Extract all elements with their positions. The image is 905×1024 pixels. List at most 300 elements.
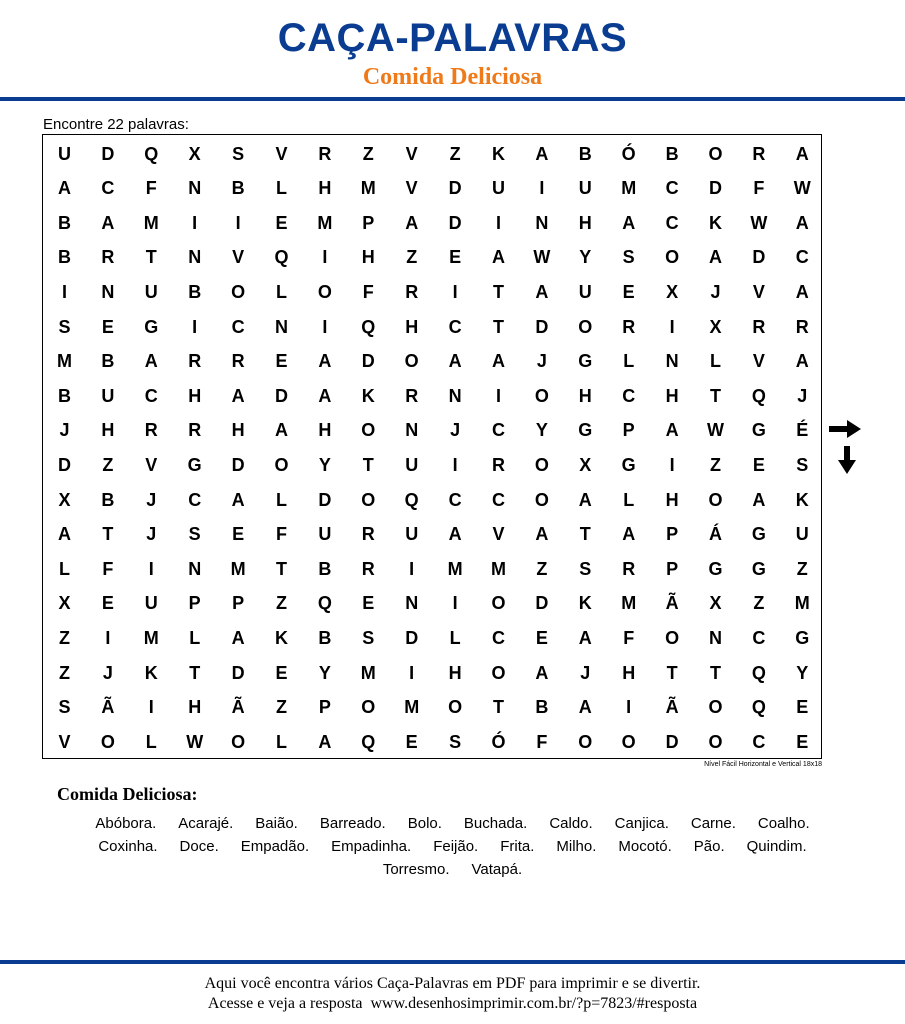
grid-letter[interactable]: Z bbox=[796, 558, 808, 579]
grid-letter[interactable]: I bbox=[192, 316, 198, 337]
grid-letter[interactable]: A bbox=[318, 731, 332, 752]
grid-letter[interactable]: B bbox=[318, 627, 332, 648]
grid-letter[interactable]: R bbox=[622, 558, 636, 579]
grid-letter[interactable]: O bbox=[578, 316, 593, 337]
grid-letter[interactable]: Q bbox=[144, 143, 159, 164]
grid-letter[interactable]: B bbox=[188, 281, 202, 302]
grid-letter[interactable]: D bbox=[405, 627, 419, 648]
grid-letter[interactable]: Z bbox=[59, 662, 70, 683]
grid-letter[interactable]: Q bbox=[751, 697, 766, 718]
grid-letter[interactable]: T bbox=[493, 281, 504, 302]
grid-letter[interactable]: W bbox=[533, 247, 551, 268]
grid-letter[interactable]: D bbox=[231, 662, 245, 683]
grid-letter[interactable]: E bbox=[752, 454, 765, 475]
grid-letter[interactable]: S bbox=[232, 143, 245, 164]
grid-letter[interactable]: J bbox=[710, 281, 721, 302]
grid-letter[interactable]: I bbox=[626, 697, 632, 718]
grid-letter[interactable]: T bbox=[276, 558, 287, 579]
grid-letter[interactable]: T bbox=[189, 662, 201, 683]
grid-letter[interactable]: B bbox=[58, 385, 71, 406]
grid-letter[interactable]: Z bbox=[276, 593, 287, 614]
grid-letter[interactable]: I bbox=[452, 593, 458, 614]
grid-letter[interactable]: A bbox=[795, 281, 809, 302]
grid-letter[interactable]: É bbox=[796, 420, 809, 441]
grid-letter[interactable]: Q bbox=[751, 662, 766, 683]
grid-letter[interactable]: I bbox=[669, 454, 675, 475]
grid-letter[interactable]: K bbox=[578, 593, 592, 614]
grid-letter[interactable]: M bbox=[360, 178, 376, 199]
grid-letter[interactable]: I bbox=[105, 627, 111, 648]
grid-letter[interactable]: V bbox=[275, 143, 288, 164]
grid-letter[interactable]: A bbox=[535, 662, 549, 683]
grid-letter[interactable]: C bbox=[101, 178, 115, 199]
grid-letter[interactable]: X bbox=[58, 593, 71, 614]
grid-letter[interactable]: X bbox=[579, 454, 592, 475]
grid-letter[interactable]: J bbox=[580, 662, 591, 683]
grid-letter[interactable]: T bbox=[710, 662, 721, 683]
grid-letter[interactable]: O bbox=[404, 351, 419, 372]
grid-letter[interactable]: H bbox=[622, 662, 636, 683]
grid-letter[interactable]: J bbox=[102, 662, 113, 683]
grid-letter[interactable]: D bbox=[318, 489, 332, 510]
grid-letter[interactable]: R bbox=[231, 351, 245, 372]
grid-letter[interactable]: R bbox=[144, 420, 158, 441]
grid-letter[interactable]: M bbox=[794, 593, 810, 614]
grid-letter[interactable]: R bbox=[188, 351, 202, 372]
grid-letter[interactable]: A bbox=[795, 143, 809, 164]
grid-letter[interactable]: E bbox=[622, 281, 635, 302]
grid-letter[interactable]: O bbox=[231, 731, 246, 752]
grid-letter[interactable]: V bbox=[752, 351, 765, 372]
grid-letter[interactable]: P bbox=[188, 593, 201, 614]
grid-letter[interactable]: C bbox=[492, 489, 505, 510]
grid-letter[interactable]: C bbox=[752, 627, 766, 648]
grid-letter[interactable]: O bbox=[578, 731, 593, 752]
grid-letter[interactable]: Z bbox=[406, 247, 418, 268]
grid-letter[interactable]: O bbox=[317, 281, 332, 302]
grid-letter[interactable]: Ã bbox=[231, 697, 245, 718]
grid-letter[interactable]: Ó bbox=[491, 731, 506, 752]
grid-letter[interactable]: R bbox=[361, 558, 375, 579]
grid-letter[interactable]: O bbox=[534, 454, 549, 475]
grid-letter[interactable]: T bbox=[666, 662, 678, 683]
grid-letter[interactable]: H bbox=[318, 420, 332, 441]
grid-letter[interactable]: M bbox=[57, 351, 72, 372]
grid-letter[interactable]: M bbox=[360, 662, 376, 683]
grid-letter[interactable]: A bbox=[535, 281, 549, 302]
grid-letter[interactable]: I bbox=[235, 212, 241, 233]
grid-letter[interactable]: U bbox=[101, 385, 115, 406]
grid-letter[interactable]: H bbox=[405, 316, 419, 337]
grid-letter[interactable]: Z bbox=[102, 454, 114, 475]
grid-letter[interactable]: T bbox=[145, 247, 157, 268]
grid-letter[interactable]: J bbox=[536, 351, 547, 372]
grid-letter[interactable]: D bbox=[275, 385, 288, 406]
grid-letter[interactable]: U bbox=[405, 454, 419, 475]
grid-letter[interactable]: N bbox=[275, 316, 288, 337]
grid-letter[interactable]: G bbox=[187, 454, 202, 475]
grid-letter[interactable]: R bbox=[101, 247, 115, 268]
grid-letter[interactable]: D bbox=[535, 593, 549, 614]
grid-letter[interactable]: Z bbox=[276, 697, 287, 718]
grid-letter[interactable]: V bbox=[232, 247, 245, 268]
grid-letter[interactable]: Y bbox=[796, 662, 809, 683]
grid-letter[interactable]: L bbox=[449, 627, 461, 648]
grid-letter[interactable]: A bbox=[752, 489, 766, 510]
grid-letter[interactable]: Q bbox=[404, 489, 419, 510]
grid-letter[interactable]: K bbox=[275, 627, 288, 648]
grid-letter[interactable]: K bbox=[795, 489, 809, 510]
grid-letter[interactable]: W bbox=[707, 420, 724, 441]
grid-letter[interactable]: I bbox=[409, 558, 415, 579]
grid-letter[interactable]: I bbox=[539, 178, 545, 199]
grid-letter[interactable]: A bbox=[622, 524, 636, 545]
grid-letter[interactable]: D bbox=[231, 454, 245, 475]
grid-letter[interactable]: R bbox=[752, 316, 766, 337]
grid-letter[interactable]: V bbox=[405, 178, 418, 199]
grid-letter[interactable]: O bbox=[491, 662, 506, 683]
grid-letter[interactable]: J bbox=[146, 489, 157, 510]
grid-letter[interactable]: R bbox=[361, 524, 375, 545]
grid-letter[interactable]: E bbox=[796, 731, 809, 752]
grid-letter[interactable]: C bbox=[752, 731, 766, 752]
grid-letter[interactable]: E bbox=[362, 593, 375, 614]
grid-letter[interactable]: O bbox=[708, 697, 723, 718]
grid-letter[interactable]: X bbox=[709, 316, 722, 337]
grid-letter[interactable]: H bbox=[188, 385, 202, 406]
grid-letter[interactable]: J bbox=[59, 420, 70, 441]
grid-letter[interactable]: N bbox=[709, 627, 722, 648]
grid-letter[interactable]: R bbox=[405, 385, 419, 406]
grid-letter[interactable]: O bbox=[274, 454, 289, 475]
grid-letter[interactable]: I bbox=[148, 697, 154, 718]
grid-letter[interactable]: S bbox=[622, 247, 635, 268]
grid-letter[interactable]: O bbox=[231, 281, 246, 302]
grid-letter[interactable]: G bbox=[578, 351, 593, 372]
grid-letter[interactable]: V bbox=[752, 281, 765, 302]
grid-letter[interactable]: N bbox=[188, 558, 202, 579]
grid-letter[interactable]: E bbox=[275, 351, 288, 372]
grid-letter[interactable]: Z bbox=[753, 593, 765, 614]
grid-letter[interactable]: D bbox=[448, 178, 462, 199]
grid-letter[interactable]: H bbox=[361, 247, 375, 268]
grid-letter[interactable]: F bbox=[536, 731, 548, 752]
grid-letter[interactable]: D bbox=[448, 212, 462, 233]
grid-letter[interactable]: B bbox=[578, 143, 592, 164]
grid-letter[interactable]: I bbox=[452, 281, 458, 302]
grid-letter[interactable]: V bbox=[492, 524, 505, 545]
grid-letter[interactable]: M bbox=[143, 627, 159, 648]
grid-letter[interactable]: F bbox=[362, 281, 374, 302]
grid-letter[interactable]: O bbox=[491, 593, 506, 614]
grid-letter[interactable]: T bbox=[362, 454, 374, 475]
grid-letter[interactable]: P bbox=[666, 524, 679, 545]
grid-letter[interactable]: W bbox=[750, 212, 768, 233]
grid-letter[interactable]: A bbox=[665, 420, 679, 441]
grid-letter[interactable]: G bbox=[708, 558, 723, 579]
grid-letter[interactable]: Z bbox=[362, 143, 374, 164]
grid-letter[interactable]: H bbox=[448, 662, 462, 683]
grid-letter[interactable]: I bbox=[61, 281, 67, 302]
grid-letter[interactable]: E bbox=[275, 212, 288, 233]
grid-letter[interactable]: E bbox=[232, 524, 245, 545]
grid-letter[interactable]: V bbox=[58, 731, 71, 752]
grid-letter[interactable]: U bbox=[578, 178, 592, 199]
grid-letter[interactable]: A bbox=[231, 627, 245, 648]
grid-letter[interactable]: C bbox=[144, 385, 158, 406]
grid-letter[interactable]: L bbox=[623, 351, 635, 372]
grid-letter[interactable]: C bbox=[492, 627, 505, 648]
grid-letter[interactable]: N bbox=[188, 178, 202, 199]
grid-letter[interactable]: E bbox=[535, 627, 548, 648]
grid-letter[interactable]: Y bbox=[318, 454, 331, 475]
grid-letter[interactable]: Z bbox=[710, 454, 721, 475]
grid-letter[interactable]: L bbox=[276, 731, 287, 752]
grid-letter[interactable]: R bbox=[492, 454, 505, 475]
grid-letter[interactable]: E bbox=[796, 697, 809, 718]
grid-letter[interactable]: O bbox=[621, 731, 636, 752]
grid-letter[interactable]: P bbox=[318, 697, 331, 718]
grid-letter[interactable]: C bbox=[188, 489, 202, 510]
grid-letter[interactable]: A bbox=[492, 351, 505, 372]
grid-letter[interactable]: L bbox=[276, 281, 287, 302]
grid-letter[interactable]: A bbox=[535, 524, 549, 545]
grid-letter[interactable]: R bbox=[318, 143, 332, 164]
grid-letter[interactable]: F bbox=[623, 627, 635, 648]
grid-letter[interactable]: P bbox=[666, 558, 679, 579]
grid-letter[interactable]: O bbox=[448, 697, 463, 718]
grid-letter[interactable]: R bbox=[188, 420, 202, 441]
grid-letter[interactable]: L bbox=[623, 489, 635, 510]
grid-letter[interactable]: I bbox=[452, 454, 458, 475]
grid-letter[interactable]: M bbox=[404, 697, 420, 718]
grid-letter[interactable]: L bbox=[145, 731, 157, 752]
grid-letter[interactable]: L bbox=[276, 489, 287, 510]
grid-letter[interactable]: O bbox=[100, 731, 115, 752]
grid-letter[interactable]: D bbox=[752, 247, 766, 268]
grid-letter[interactable]: D bbox=[361, 351, 375, 372]
grid-letter[interactable]: R bbox=[405, 281, 419, 302]
grid-letter[interactable]: Ã bbox=[665, 593, 679, 614]
grid-letter[interactable]: M bbox=[143, 212, 159, 233]
grid-letter[interactable]: P bbox=[622, 420, 635, 441]
grid-letter[interactable]: Q bbox=[317, 593, 332, 614]
grid-letter[interactable]: U bbox=[795, 524, 809, 545]
grid-letter[interactable]: A bbox=[58, 524, 71, 545]
grid-letter[interactable]: O bbox=[361, 420, 376, 441]
grid-letter[interactable]: A bbox=[622, 212, 636, 233]
grid-letter[interactable]: A bbox=[578, 697, 592, 718]
grid-letter[interactable]: C bbox=[795, 247, 809, 268]
grid-letter[interactable]: T bbox=[579, 524, 591, 545]
grid-letter[interactable]: O bbox=[708, 731, 723, 752]
grid-letter[interactable]: Z bbox=[59, 627, 70, 648]
grid-letter[interactable]: M bbox=[621, 178, 637, 199]
grid-letter[interactable]: F bbox=[102, 558, 114, 579]
grid-letter[interactable]: U bbox=[58, 143, 71, 164]
grid-letter[interactable]: J bbox=[797, 385, 808, 406]
grid-letter[interactable]: B bbox=[58, 212, 71, 233]
grid-letter[interactable]: Y bbox=[535, 420, 548, 441]
grid-letter[interactable]: E bbox=[449, 247, 462, 268]
grid-letter[interactable]: Ã bbox=[665, 697, 679, 718]
grid-letter[interactable]: A bbox=[275, 420, 288, 441]
grid-letter[interactable]: C bbox=[231, 316, 245, 337]
grid-letter[interactable]: N bbox=[188, 247, 202, 268]
grid-letter[interactable]: E bbox=[101, 316, 114, 337]
grid-letter[interactable]: I bbox=[495, 385, 501, 406]
grid-letter[interactable]: I bbox=[495, 212, 501, 233]
grid-letter[interactable]: C bbox=[492, 420, 505, 441]
grid-letter[interactable]: Y bbox=[579, 247, 592, 268]
grid-letter[interactable]: N bbox=[448, 385, 462, 406]
grid-letter[interactable]: A bbox=[318, 351, 332, 372]
grid-letter[interactable]: H bbox=[665, 489, 679, 510]
grid-letter[interactable]: G bbox=[144, 316, 159, 337]
grid-letter[interactable]: Z bbox=[536, 558, 548, 579]
grid-letter[interactable]: T bbox=[710, 385, 721, 406]
grid-letter[interactable]: A bbox=[492, 247, 505, 268]
grid-letter[interactable]: L bbox=[710, 351, 721, 372]
grid-letter[interactable]: H bbox=[578, 212, 592, 233]
grid-letter[interactable]: A bbox=[578, 489, 592, 510]
grid-letter[interactable]: S bbox=[579, 558, 592, 579]
grid-letter[interactable]: B bbox=[665, 143, 679, 164]
grid-letter[interactable]: G bbox=[751, 524, 766, 545]
grid-letter[interactable]: W bbox=[793, 178, 811, 199]
grid-letter[interactable]: A bbox=[709, 247, 722, 268]
grid-letter[interactable]: Q bbox=[361, 316, 376, 337]
grid-letter[interactable]: H bbox=[665, 385, 679, 406]
grid-letter[interactable]: G bbox=[578, 420, 593, 441]
grid-letter[interactable]: S bbox=[449, 731, 462, 752]
grid-letter[interactable]: X bbox=[58, 489, 71, 510]
grid-letter[interactable]: E bbox=[101, 593, 114, 614]
grid-letter[interactable]: U bbox=[492, 178, 505, 199]
grid-letter[interactable]: S bbox=[362, 627, 375, 648]
grid-letter[interactable]: N bbox=[535, 212, 549, 233]
grid-letter[interactable]: F bbox=[753, 178, 765, 199]
grid-letter[interactable]: H bbox=[101, 420, 115, 441]
grid-letter[interactable]: A bbox=[578, 627, 592, 648]
grid-letter[interactable]: C bbox=[622, 385, 636, 406]
grid-letter[interactable]: F bbox=[276, 524, 287, 545]
grid-letter[interactable]: C bbox=[448, 316, 462, 337]
grid-letter[interactable]: C bbox=[448, 489, 462, 510]
grid-letter[interactable]: B bbox=[318, 558, 332, 579]
grid-letter[interactable]: Á bbox=[709, 524, 722, 545]
grid-letter[interactable]: I bbox=[322, 247, 328, 268]
grid-letter[interactable]: X bbox=[188, 143, 201, 164]
grid-letter[interactable]: I bbox=[192, 212, 198, 233]
grid-letter[interactable]: T bbox=[493, 316, 504, 337]
grid-letter[interactable]: E bbox=[275, 662, 288, 683]
grid-letter[interactable]: G bbox=[751, 420, 766, 441]
grid-letter[interactable]: S bbox=[796, 454, 809, 475]
grid-letter[interactable]: I bbox=[669, 316, 675, 337]
grid-letter[interactable]: O bbox=[534, 489, 549, 510]
grid-letter[interactable]: Ã bbox=[101, 697, 115, 718]
grid-letter[interactable]: W bbox=[186, 731, 204, 752]
grid-letter[interactable]: O bbox=[708, 143, 723, 164]
grid-letter[interactable]: Q bbox=[361, 731, 376, 752]
grid-letter[interactable]: H bbox=[578, 385, 592, 406]
grid-letter[interactable]: A bbox=[405, 212, 419, 233]
grid-letter[interactable]: Ó bbox=[621, 143, 636, 164]
grid-letter[interactable]: L bbox=[59, 558, 70, 579]
grid-letter[interactable]: P bbox=[362, 212, 375, 233]
grid-letter[interactable]: A bbox=[795, 351, 809, 372]
grid-letter[interactable]: G bbox=[751, 558, 766, 579]
grid-letter[interactable]: R bbox=[752, 143, 766, 164]
grid-letter[interactable]: Y bbox=[318, 662, 331, 683]
grid-letter[interactable]: L bbox=[276, 178, 287, 199]
grid-letter[interactable]: M bbox=[317, 212, 333, 233]
grid-letter[interactable]: D bbox=[665, 731, 679, 752]
grid-letter[interactable]: M bbox=[447, 558, 463, 579]
grid-letter[interactable]: J bbox=[146, 524, 157, 545]
grid-letter[interactable]: U bbox=[405, 524, 419, 545]
grid-letter[interactable]: X bbox=[666, 281, 679, 302]
grid-letter[interactable]: T bbox=[102, 524, 114, 545]
grid-letter[interactable]: D bbox=[709, 178, 722, 199]
grid-letter[interactable]: M bbox=[491, 558, 506, 579]
grid-letter[interactable]: G bbox=[795, 627, 810, 648]
grid-letter[interactable]: G bbox=[621, 454, 636, 475]
grid-letter[interactable]: M bbox=[621, 593, 637, 614]
grid-letter[interactable]: A bbox=[101, 212, 115, 233]
grid-letter[interactable]: N bbox=[101, 281, 115, 302]
grid-letter[interactable]: B bbox=[58, 247, 71, 268]
grid-letter[interactable]: I bbox=[322, 316, 328, 337]
grid-letter[interactable]: K bbox=[492, 143, 505, 164]
grid-letter[interactable]: F bbox=[145, 178, 157, 199]
grid-letter[interactable]: K bbox=[709, 212, 722, 233]
grid-letter[interactable]: O bbox=[708, 489, 723, 510]
grid-letter[interactable]: H bbox=[231, 420, 245, 441]
grid-letter[interactable]: U bbox=[578, 281, 592, 302]
grid-letter[interactable]: B bbox=[231, 178, 245, 199]
grid-letter[interactable]: S bbox=[188, 524, 201, 545]
grid-letter[interactable]: I bbox=[409, 662, 415, 683]
grid-letter[interactable]: A bbox=[144, 351, 158, 372]
grid-letter[interactable]: D bbox=[58, 454, 71, 475]
grid-letter[interactable]: A bbox=[448, 524, 462, 545]
grid-letter[interactable]: S bbox=[58, 697, 71, 718]
grid-letter[interactable]: L bbox=[189, 627, 201, 648]
grid-letter[interactable]: A bbox=[448, 351, 462, 372]
grid-letter[interactable]: N bbox=[405, 420, 419, 441]
grid-letter[interactable]: C bbox=[665, 212, 679, 233]
grid-letter[interactable]: Q bbox=[274, 247, 289, 268]
grid-letter[interactable]: J bbox=[450, 420, 461, 441]
grid-letter[interactable]: O bbox=[534, 385, 549, 406]
grid-letter[interactable]: N bbox=[405, 593, 419, 614]
grid-letter[interactable]: O bbox=[361, 489, 376, 510]
grid-letter[interactable]: O bbox=[665, 627, 680, 648]
grid-letter[interactable]: X bbox=[709, 593, 722, 614]
grid-letter[interactable]: Z bbox=[449, 143, 461, 164]
grid-letter[interactable]: E bbox=[405, 731, 418, 752]
grid-letter[interactable]: S bbox=[58, 316, 71, 337]
grid-letter[interactable]: B bbox=[101, 351, 115, 372]
grid-letter[interactable]: R bbox=[622, 316, 636, 337]
grid-letter[interactable]: A bbox=[58, 178, 71, 199]
grid-letter[interactable]: H bbox=[318, 178, 332, 199]
grid-letter[interactable]: M bbox=[230, 558, 246, 579]
grid-letter[interactable]: Q bbox=[751, 385, 766, 406]
grid-letter[interactable]: U bbox=[144, 281, 158, 302]
